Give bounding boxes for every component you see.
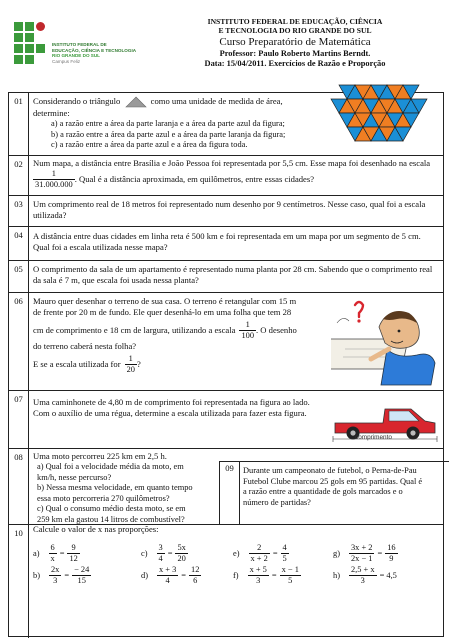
boy-drawing-illustration bbox=[331, 297, 439, 387]
triangle-grid-figure bbox=[317, 83, 441, 153]
q05-text1: O comprimento da sala de um apartamento é representado numa planta por 28 cm. Sabendo que o comprimento real bbox=[33, 264, 433, 274]
q06-text2: de frente por 20 m de fundo. Ele quer desenhá-lo em uma folha que tem 28 bbox=[33, 307, 292, 317]
q06-text7: ? bbox=[136, 359, 141, 369]
exercise-text bbox=[33, 296, 313, 375]
scale-fraction-20 bbox=[125, 354, 137, 375]
q06-text3: cm de comprimento e 18 cm de largura, utilizando a escala bbox=[33, 325, 236, 335]
q01-item-c: c) a razão entre a área da parte azul e a área da figura toda. bbox=[51, 140, 248, 150]
q10-intro: Calcule o valor de x nas proporções: bbox=[33, 524, 159, 534]
proportion-equation bbox=[333, 543, 398, 564]
fraction-numerator: 1 bbox=[245, 320, 250, 329]
proportion-equation bbox=[141, 543, 188, 564]
q08-item: c) Qual o consumo médio desta moto, se em bbox=[37, 504, 186, 514]
fraction-denominator: 2x − 1 bbox=[350, 554, 373, 563]
fraction-denominator: x bbox=[50, 554, 55, 563]
q08-item: essa moto percorreria 270 quilômetros? bbox=[37, 493, 170, 503]
equals-sign: = bbox=[271, 571, 277, 580]
logo-square bbox=[25, 44, 34, 53]
equation-right-side: = 4,5 bbox=[379, 571, 397, 580]
equation-right-fraction bbox=[175, 543, 187, 564]
q08-item: b) Nessa mesma velocidade, em quanto tempo bbox=[37, 483, 193, 493]
logo-line2: EDUCAÇÃO, CIÊNCIA E TECNOLOGIA bbox=[52, 47, 137, 53]
q06-text4: . O desenho bbox=[256, 325, 297, 335]
equation-left-fraction bbox=[349, 543, 374, 564]
page-header bbox=[160, 17, 430, 69]
fraction-denominator: 15 bbox=[72, 575, 91, 586]
q08-item: 259 km ela gastou 14 litros de combustível? bbox=[37, 514, 185, 524]
fraction-denominator: 100 bbox=[241, 331, 254, 340]
equation-left-fraction bbox=[157, 565, 178, 586]
exercise-text bbox=[33, 264, 432, 286]
fraction-denominator: 31.000.000 bbox=[35, 180, 73, 189]
fraction-numerator: 9 bbox=[71, 543, 76, 552]
course-title: Curso Preparatório de Matemática bbox=[219, 36, 371, 48]
equation-label: f) bbox=[233, 571, 239, 580]
fraction-numerator: 3x + 2 bbox=[350, 543, 373, 552]
equation-label: c) bbox=[141, 549, 148, 558]
scale-fraction bbox=[33, 169, 75, 190]
exercise-text bbox=[33, 451, 223, 526]
fraction-numerator: 6 bbox=[50, 543, 55, 552]
date-line: Data: 15/04/2011. Exercícios de Razão e Proporção bbox=[204, 59, 386, 68]
q08-item: a) Qual foi a velocidade média da moto, em bbox=[37, 462, 184, 471]
q07-text2: Com o auxílio de uma régua, determine a escala utilizada para fazer esta figura. bbox=[33, 408, 307, 418]
logo-line1: INSTITUTO FEDERAL DE bbox=[52, 42, 107, 47]
equation-label: b) bbox=[33, 571, 40, 580]
exercise-number: 04 bbox=[9, 227, 29, 260]
q08-item: km/h, nesse percurso? bbox=[37, 472, 112, 482]
fraction-numerator: 4 bbox=[282, 543, 287, 552]
exercise-text bbox=[33, 96, 285, 151]
equation-right-fraction bbox=[385, 543, 397, 564]
equation-label: a) bbox=[33, 549, 40, 558]
exercise-number: 10 bbox=[9, 525, 29, 638]
fraction-numerator: 1 bbox=[51, 169, 56, 178]
equation-label: d) bbox=[141, 571, 148, 580]
exercise-row-10 bbox=[9, 524, 443, 638]
equation-right-fraction bbox=[72, 565, 91, 586]
q06-text1: Mauro quer desenhar o terreno de sua casa. O terreno é retangular com 15 m bbox=[33, 296, 297, 306]
logo-line4: Campus Feliz bbox=[52, 58, 81, 64]
logo-square bbox=[36, 44, 45, 53]
equation-label: h) bbox=[333, 571, 340, 580]
exercise-number: 03 bbox=[9, 196, 29, 226]
fraction-numerator: 1 bbox=[128, 354, 133, 363]
professor-line: Professor: Paulo Roberto Martins Berndt. bbox=[219, 49, 371, 58]
q07-text1: Uma caminhonete de 4,80 m de comprimento foi representada na figura ao lado. bbox=[33, 397, 310, 407]
q05-text2: da sala é 7 m, que escala foi usada nessa planta? bbox=[33, 275, 199, 285]
fraction-numerator: x − 1 bbox=[281, 565, 299, 574]
equation-right-fraction bbox=[280, 565, 301, 586]
fraction-numerator: x + 3 bbox=[158, 565, 177, 574]
fraction-denominator: 20 bbox=[126, 365, 135, 374]
q09-text3: a razão entre a quantidade de gols marcados e o bbox=[243, 487, 403, 497]
exercise-number: 05 bbox=[9, 261, 29, 292]
exercise-text bbox=[243, 466, 422, 508]
q04-text2: Qual foi a escala utilizada nesse mapa? bbox=[33, 242, 168, 252]
exercise-row-06 bbox=[9, 292, 443, 390]
logo-square bbox=[25, 33, 34, 42]
institution-line1: INSTITUTO FEDERAL DE EDUCAÇÃO, CIÊNCIA bbox=[207, 17, 383, 26]
proportion-equation bbox=[33, 565, 91, 586]
equation-left-fraction bbox=[248, 565, 269, 586]
fraction-denominator: 5 bbox=[282, 554, 287, 563]
q09-text1: Durante um campeonato de futebol, o Perna-de-Pau bbox=[243, 466, 417, 475]
equation-left-fraction bbox=[249, 543, 270, 564]
logo-square bbox=[14, 33, 23, 42]
fraction-numerator: 16 bbox=[387, 543, 396, 552]
q09-text4: número de partidas? bbox=[243, 497, 311, 507]
fraction-numerator: x + 5 bbox=[249, 565, 267, 574]
exercise-row-08-09 bbox=[9, 448, 443, 524]
exercise-number: 02 bbox=[9, 156, 29, 195]
equation-right-fraction bbox=[281, 543, 289, 564]
fraction-numerator: 2,5 + x bbox=[350, 565, 375, 574]
triangle-unit-icon bbox=[125, 96, 147, 108]
exercise-table bbox=[8, 92, 444, 637]
fraction-denominator: 6 bbox=[189, 575, 201, 586]
fraction-denominator: 3 bbox=[49, 575, 61, 586]
exercise-text bbox=[33, 199, 425, 221]
fraction-denominator: 5 bbox=[280, 575, 301, 586]
fraction-denominator: 12 bbox=[69, 554, 78, 563]
q03-text1: Um comprimento real de 18 metros foi representado num desenho por 9 centímetros. Nesse caso, qual foi a escala bbox=[33, 199, 426, 209]
institution-line2: E TECNOLOGIA DO RIO GRANDE DO SUL bbox=[218, 26, 372, 35]
fraction-denominator: x + 2 bbox=[250, 554, 268, 563]
logo-square bbox=[14, 44, 23, 53]
proportion-equation bbox=[333, 565, 397, 586]
exercise-row-05 bbox=[9, 260, 443, 292]
exercise-row-07 bbox=[9, 390, 443, 448]
fraction-numerator: 2 bbox=[257, 543, 262, 552]
equals-sign: = bbox=[377, 549, 383, 558]
proportion-equation bbox=[141, 565, 201, 586]
fraction-numerator: 5x bbox=[177, 543, 186, 552]
q09-text2: Futebol Clube marcou 25 gols em 95 partidas. Qual é bbox=[243, 476, 423, 486]
exercise-row-04 bbox=[9, 226, 443, 260]
exercise-number: 01 bbox=[9, 93, 29, 155]
logo-dot bbox=[36, 22, 45, 31]
ifrs-logo bbox=[14, 20, 154, 70]
fraction-denominator: 4 bbox=[158, 554, 163, 563]
row-divider bbox=[219, 461, 449, 462]
equation-right-fraction bbox=[189, 565, 201, 586]
q03-text2: utilizada? bbox=[33, 210, 67, 220]
q01-text-a: Considerando o triângulo bbox=[33, 96, 121, 106]
proportion-equation bbox=[233, 543, 289, 564]
fraction-denominator: 9 bbox=[385, 553, 397, 564]
scale-fraction-100 bbox=[239, 320, 256, 341]
q01-item-a: a) a razão entre a área da parte laranja e a área da parte azul da figura; bbox=[51, 119, 285, 129]
equation-label: e) bbox=[233, 549, 240, 558]
equation-left-fraction bbox=[49, 565, 61, 586]
q08-intro: Uma moto percorreu 225 km em 2,5 h. bbox=[33, 451, 167, 461]
q04-text1: A distância entre duas cidades em linha reta é 500 km e foi representada em um mapa por um segmento de 5 cm. bbox=[33, 231, 421, 241]
exercise-text bbox=[33, 397, 310, 419]
exercise-number: 07 bbox=[9, 391, 29, 448]
q02-text2: . Qual é a distância aproximada, em quilômetros, entre essas cidades? bbox=[74, 174, 315, 184]
equation-left-fraction bbox=[49, 543, 57, 564]
logo-square bbox=[14, 55, 23, 64]
logo-line3: RIO GRANDE DO SUL bbox=[52, 53, 100, 59]
logo-square bbox=[14, 22, 23, 31]
q01-text-c: determine: bbox=[33, 108, 70, 119]
exercise-number: 06 bbox=[9, 293, 29, 390]
equation-left-fraction bbox=[349, 565, 377, 586]
equals-sign: = bbox=[167, 549, 173, 558]
exercise-text bbox=[33, 231, 421, 253]
exercise-row-01 bbox=[9, 93, 443, 155]
q06-text5: do terreno caberá nesta folha? bbox=[33, 341, 137, 351]
fraction-numerator: 12 bbox=[191, 565, 200, 574]
fraction-denominator: 3 bbox=[349, 575, 377, 586]
fraction-denominator: 4 bbox=[157, 575, 178, 586]
fraction-numerator: − 24 bbox=[74, 565, 90, 574]
fraction-numerator: 3 bbox=[158, 543, 163, 552]
q01-item-b: b) a razão entre a área da parte azul e a área da parte laranja da figura; bbox=[51, 129, 286, 139]
logo-square bbox=[25, 22, 34, 31]
logo-text bbox=[52, 42, 136, 64]
equation-right-fraction bbox=[67, 543, 79, 564]
equals-sign: = bbox=[59, 549, 65, 558]
exercise-text bbox=[33, 158, 441, 190]
equation-left-fraction bbox=[157, 543, 165, 564]
proportion-equation bbox=[233, 565, 301, 586]
equation-label: g) bbox=[333, 549, 340, 558]
equals-sign: = bbox=[181, 571, 187, 580]
q01-text-b: como uma unidade de medida de área, bbox=[150, 96, 283, 106]
fraction-numerator: 2x bbox=[50, 565, 60, 574]
equals-sign: = bbox=[64, 571, 70, 580]
exercise-number: 08 bbox=[9, 449, 29, 524]
truck-length-label: comprimento bbox=[355, 434, 392, 441]
logo-square bbox=[25, 55, 34, 64]
q06-text6: E se a escala utilizada for bbox=[33, 359, 121, 369]
fraction-denominator: 3 bbox=[248, 575, 269, 586]
fraction-denominator: 20 bbox=[177, 554, 186, 563]
proportion-equation bbox=[33, 543, 80, 564]
exercise-number: 09 bbox=[225, 463, 234, 473]
q02-text1: Num mapa, a distância entre Brasília e João Pessoa foi representada por 5,5 cm. Esse mapa foi desenhado na escala bbox=[33, 158, 431, 168]
column-divider bbox=[239, 461, 240, 524]
exercise-row-03 bbox=[9, 195, 443, 226]
exercise-row-02 bbox=[9, 155, 443, 195]
equals-sign: = bbox=[272, 549, 278, 558]
